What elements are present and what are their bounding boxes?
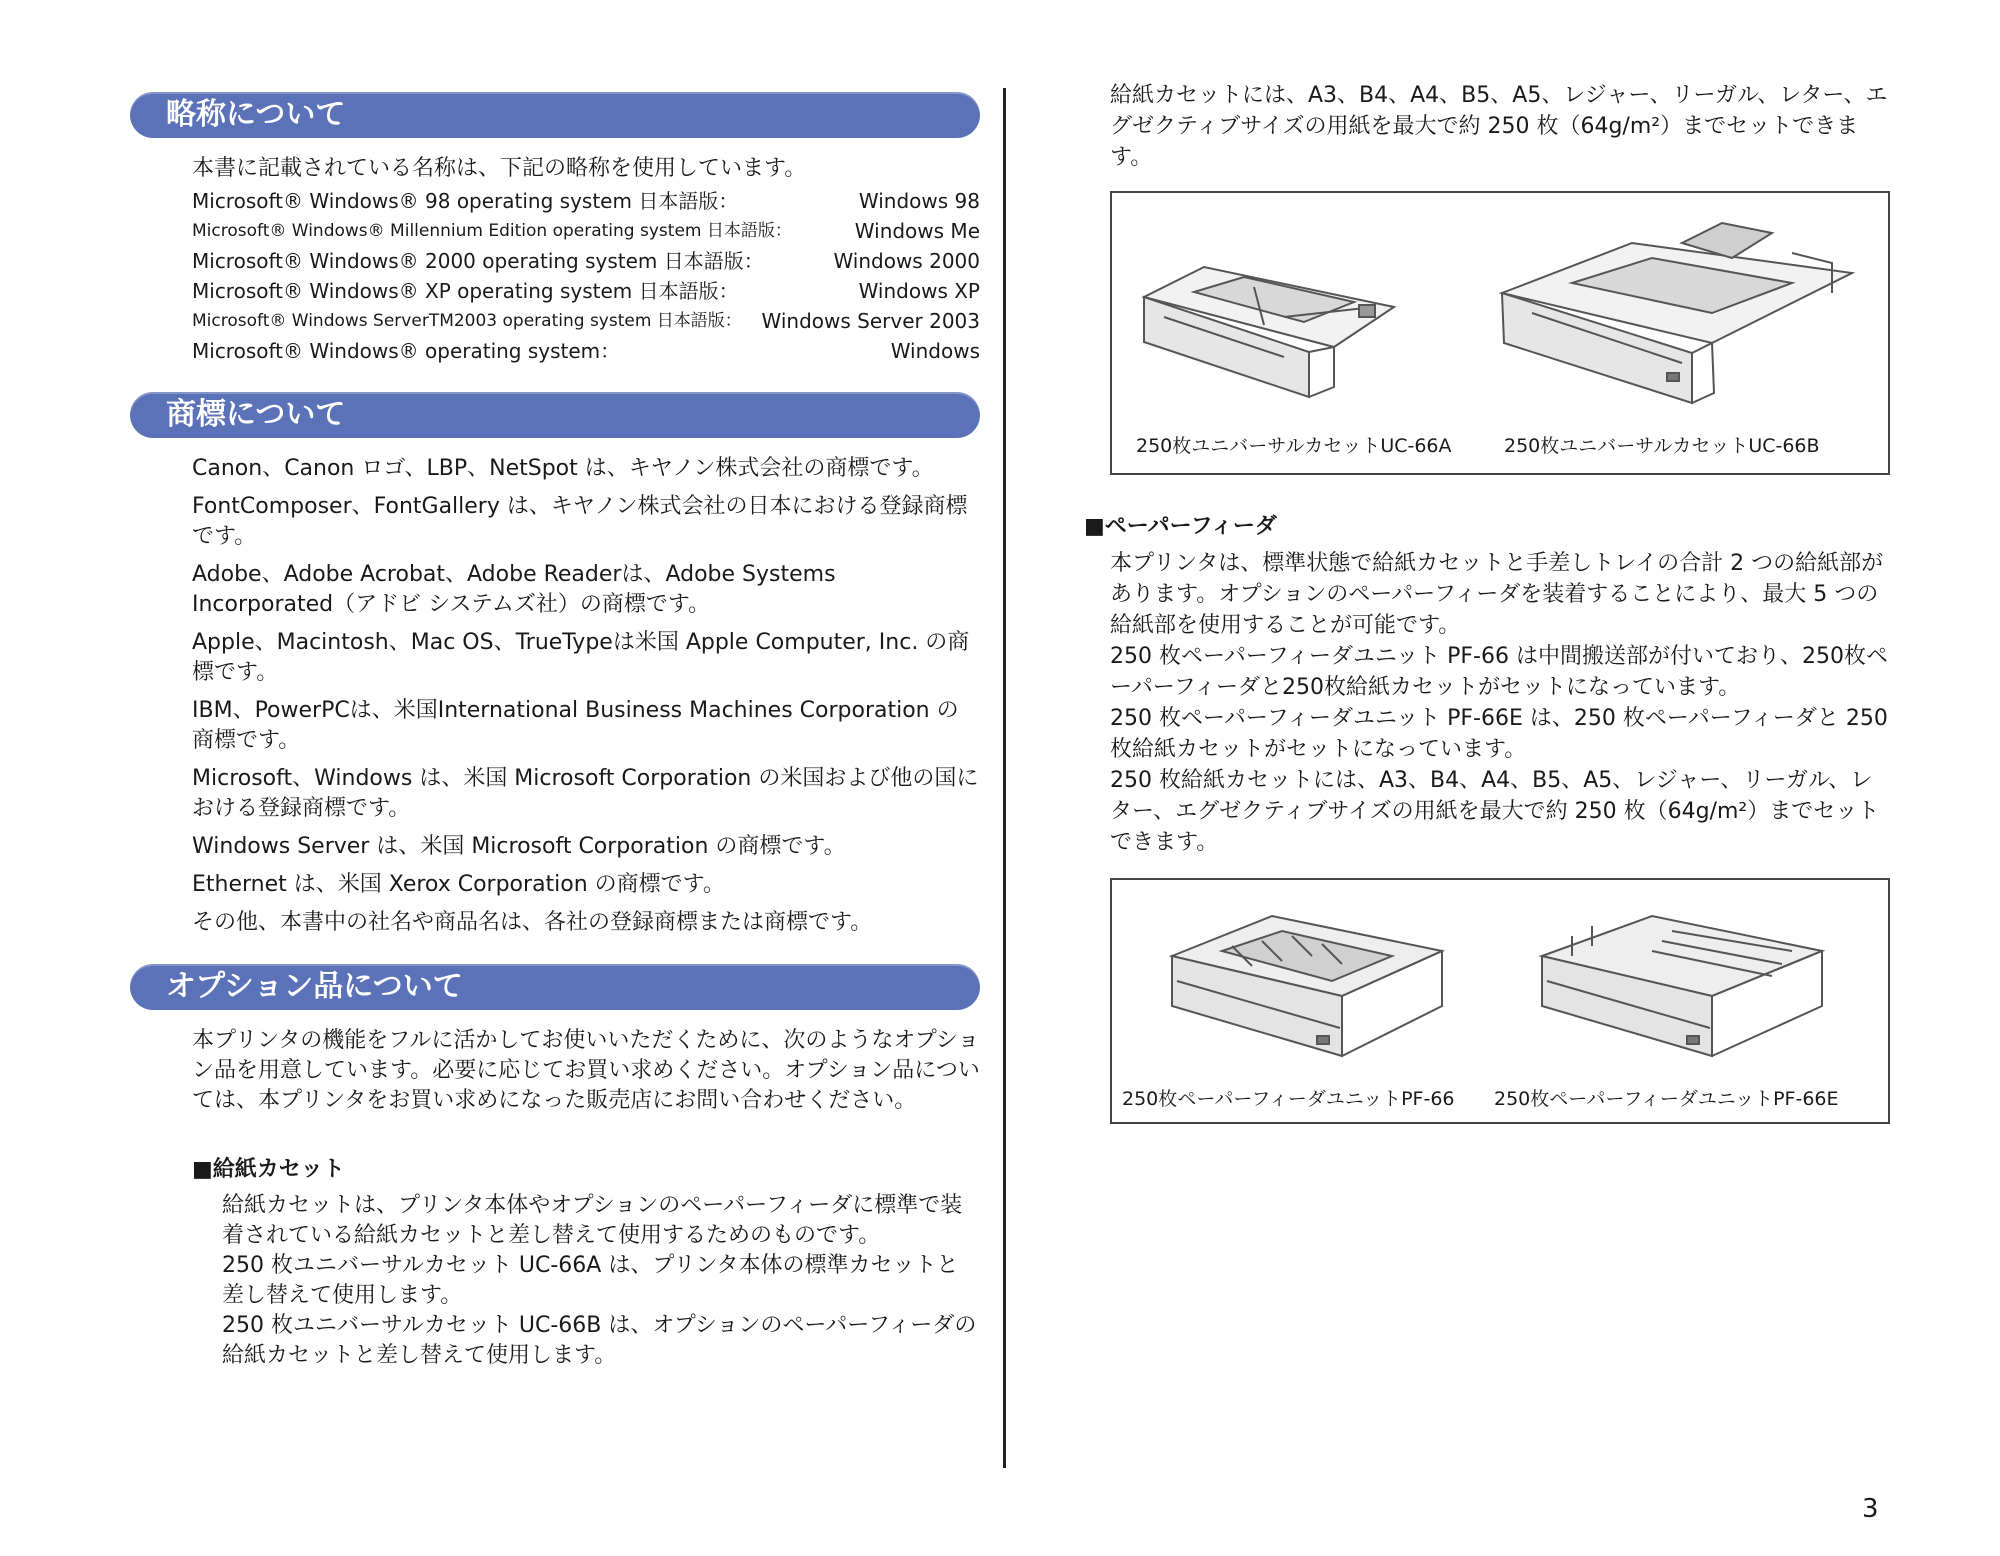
trademark-item: Windows Server は、米国 Microsoft Corporation の商標です。	[192, 834, 846, 859]
abbr-row	[192, 216, 980, 246]
abbr-long-name: Microsoft® Windows® operating system：	[192, 339, 621, 363]
abbreviation-section	[130, 92, 980, 366]
abbr-row	[192, 186, 980, 216]
left-column	[130, 92, 980, 1397]
trademark-item: FontComposer、FontGallery は、キヤノン株式会社の日本における登録商標です。	[192, 494, 968, 549]
abbr-short-name: Windows XP	[858, 279, 980, 303]
abbr-row	[192, 246, 980, 276]
abbr-short-name: Windows Server 2003	[761, 309, 980, 333]
section-heading-options: オプション品について	[130, 964, 980, 1010]
abbr-short-name: Windows Me	[854, 219, 980, 243]
trademark-item: Ethernet は、米国 Xerox Corporation の商標です。	[192, 872, 725, 897]
section-heading-trademarks: 商標について	[130, 392, 980, 438]
trademark-item: IBM、PowerPCは、米国International Business Machines Corporation の商標です。	[192, 698, 959, 753]
trademark-item: Microsoft、Windows は、米国 Microsoft Corporation の米国および他の国における登録商標です。	[192, 766, 979, 821]
cassette-paragraph: 給紙カセットは、プリンタ本体やオプションのペーパーフィーダに標準で装着されている給紙カセットと差し替えて使用するためのものです。	[222, 1193, 963, 1248]
caption-uc66a: 250枚ユニバーサルカセットUC-66A	[1136, 435, 1452, 457]
trademark-item: Apple、Macintosh、Mac OS、TrueTypeは米国 Apple Computer, Inc. の商標です。	[192, 630, 970, 685]
cassette-subheading: ■給紙カセット	[192, 1157, 345, 1182]
caption-pf66e: 250枚ペーパーフィーダユニットPF-66E	[1494, 1088, 1839, 1110]
options-section	[130, 964, 980, 1371]
cassette-body	[192, 1191, 980, 1371]
feeder-figure	[1110, 878, 1890, 1124]
right-column	[1084, 80, 1890, 1124]
cassette-uc66a-illustration	[1134, 237, 1434, 407]
abbr-long-name: Microsoft® Windows® XP operating system 日本語版：	[192, 279, 739, 303]
trademark-item: Adobe、Adobe Acrobat、Adobe Readerは、Adobe Systems Incorporated（アドビ システムズ社）の商標です。	[192, 562, 836, 617]
abbr-long-name: Microsoft® Windows ServerTM2003 operating system 日本語版：	[192, 311, 742, 331]
cassette-paragraph: 250 枚ユニバーサルカセット UC-66B は、オプションのペーパーフィーダの給紙カセットと差し替えて使用します。	[222, 1313, 977, 1368]
abbr-long-name: Microsoft® Windows® 98 operating system 日本語版：	[192, 189, 739, 213]
abbr-long-name: Microsoft® Windows® 2000 operating system 日本語版：	[192, 249, 764, 273]
abbr-row	[192, 276, 980, 306]
cassette-paper-sizes: 給紙カセットには、A3、B4、A4、B5、A5、レジャー、リーガル、レター、エグゼクティブサイズの用紙を最大で約 250 枚（64g/m²）までセットできます。	[1110, 83, 1888, 170]
feeder-paragraph: 250 枚ペーパーフィーダユニット PF-66E は、250 枚ペーパーフィーダと 250 枚給紙カセットがセットになっています。	[1110, 706, 1888, 762]
trademark-item: その他、本書中の社名や商品名は、各社の登録商標または商標です。	[192, 910, 873, 935]
cassette-uc66b-illustration	[1492, 203, 1862, 413]
cassette-figure	[1110, 191, 1890, 475]
trademark-item: Canon、Canon ロゴ、LBP、NetSpot は、キヤノン株式会社の商標です。	[192, 456, 934, 481]
feeder-paragraph: 本プリンタは、標準状態で給紙カセットと手差しトレイの合計 2 つの給紙部があります。オプションのペーパーフィーダを装着することにより、最大 5 つの給紙部を使用することが可能です。	[1110, 551, 1884, 638]
abbreviation-intro: 本書に記載されている名称は、下記の略称を使用しています。	[192, 156, 807, 181]
abbreviation-body	[130, 154, 980, 366]
abbr-short-name: Windows 98	[858, 189, 980, 213]
caption-pf66: 250枚ペーパーフィーダユニットPF-66	[1122, 1088, 1455, 1110]
section-heading-abbreviations: 略称について	[130, 92, 980, 138]
abbr-short-name: Windows 2000	[833, 249, 980, 273]
trademark-section	[130, 392, 980, 938]
cassette-paragraph: 250 枚ユニバーサルカセット UC-66A は、プリンタ本体の標準カセットと差し替えて使用します。	[222, 1253, 959, 1308]
abbr-row	[192, 306, 980, 336]
feeder-pf66e-illustration	[1532, 896, 1832, 1076]
feeder-paragraph: 250 枚ペーパーフィーダユニット PF-66 は中間搬送部が付いており、250枚ペーパーフィーダと250枚給紙カセットがセットになっています。	[1110, 644, 1888, 700]
feeder-paragraph: 250 枚給紙カセットには、A3、B4、A4、B5、A5、レジャー、リーガル、レター、エグゼクティブサイズの用紙を最大で約 250 枚（64g/m²）までセットできます。	[1110, 768, 1880, 855]
trademark-body	[130, 454, 980, 938]
feeder-subheading: ■ペーパーフィーダ	[1084, 514, 1277, 539]
options-intro: 本プリンタの機能をフルに活かしてお使いいただくために、次のようなオプション品を用意しています。必要に応じてお買い求めください。オプション品については、本プリンタをお買い求めになった販売店にお問い合わせください。	[192, 1028, 980, 1113]
column-divider	[1003, 88, 1006, 1468]
abbr-long-name: Microsoft® Windows® Millennium Edition operating system 日本語版：	[192, 221, 792, 241]
page-number: 3	[1862, 1494, 1879, 1524]
feeder-pf66-illustration	[1162, 896, 1462, 1076]
abbr-row	[192, 336, 980, 366]
caption-uc66b: 250枚ユニバーサルカセットUC-66B	[1504, 435, 1820, 457]
options-body	[130, 1026, 980, 1371]
abbr-short-name: Windows	[890, 339, 980, 363]
feeder-section	[1084, 509, 1890, 858]
